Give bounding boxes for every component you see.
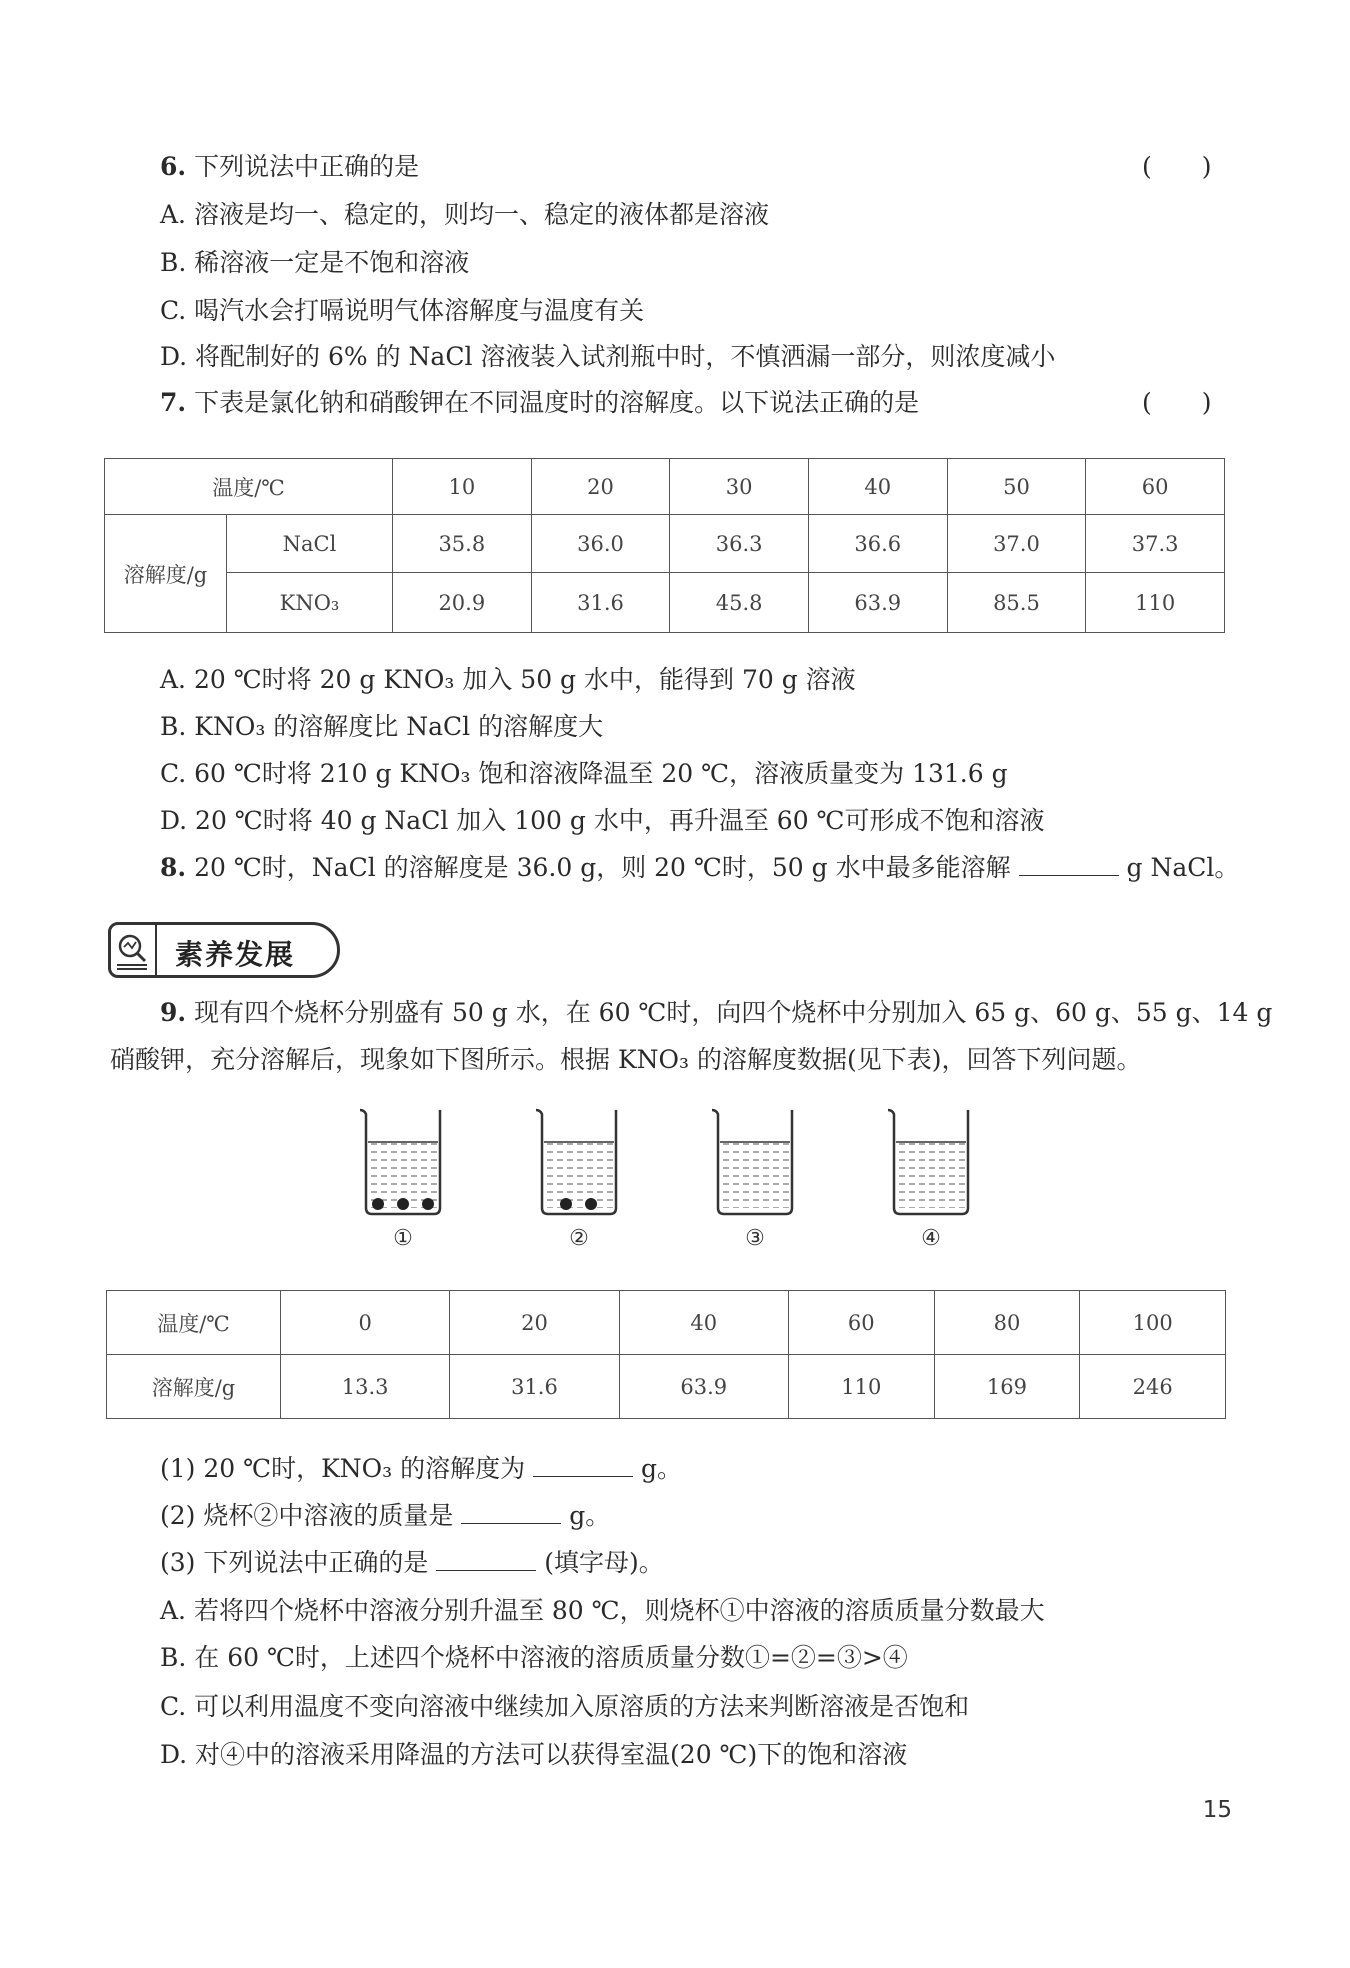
q7-solubility-label: 溶解度/g	[105, 515, 227, 633]
q9-value-cell: 31.6	[450, 1355, 619, 1419]
beaker-2	[536, 1110, 616, 1214]
page-number: 15	[1202, 1797, 1232, 1823]
section-badge	[108, 922, 340, 978]
q7-stem: 下表是氯化钠和硝酸钾在不同温度时的溶解度。以下说法正确的是	[194, 388, 920, 417]
q7-value-cell: 31.6	[531, 573, 670, 633]
q7-temp-cell: 40	[808, 459, 947, 515]
q7-temp-cell: 10	[393, 459, 532, 515]
q9-sub3-text: (3) 下列说法中正确的是	[160, 1548, 429, 1577]
q7-stem-line	[160, 386, 919, 420]
q7-number: 7.	[160, 388, 187, 417]
q9-number: 9.	[160, 998, 187, 1027]
q9-temp-row	[107, 1291, 1226, 1355]
q9-sub2-unit: g。	[569, 1501, 611, 1530]
particle	[422, 1198, 434, 1210]
q7-value-cell: 45.8	[670, 573, 809, 633]
beaker-1-label: ①	[393, 1226, 413, 1251]
beakers-figure	[330, 1100, 990, 1260]
q9-temp-cell: 0	[281, 1291, 450, 1355]
q9-solubility-row	[107, 1355, 1226, 1419]
section-header	[108, 922, 340, 978]
q8-text-after: g NaCl。	[1126, 853, 1240, 882]
q8-number: 8.	[160, 853, 187, 882]
q7-value-cell: 63.9	[808, 573, 947, 633]
q9-value-cell: 63.9	[619, 1355, 788, 1419]
q7-temp-cell: 50	[947, 459, 1086, 515]
q9-sub1-text: (1) 20 ℃时，KNO₃ 的溶解度为	[160, 1454, 526, 1483]
q9-solubility-table	[106, 1290, 1226, 1419]
q7-temp-header: 温度/℃	[105, 459, 393, 515]
beaker-4	[888, 1110, 968, 1214]
q9-text-line2: 硝酸钾，充分溶解后，现象如下图所示。根据 KNO₃ 的溶解度数据(见下表)，回答下列问题。	[110, 1045, 1142, 1074]
q7-value-cell: 20.9	[393, 573, 532, 633]
q9-value-cell: 246	[1080, 1355, 1226, 1419]
q6-option-b: B. 稀溶液一定是不饱和溶液	[160, 248, 470, 277]
q9-temp-header: 温度/℃	[107, 1291, 281, 1355]
q7-value-cell: 36.0	[531, 515, 670, 573]
q6-answer-paren: ( )	[1142, 152, 1212, 181]
q9-sub3	[160, 1546, 664, 1580]
q9-sub3-answer-blank[interactable]	[436, 1548, 536, 1571]
q9-option-d: D. 对④中的溶液采用降温的方法可以获得室温(20 ℃)下的饱和溶液	[160, 1740, 908, 1769]
particle	[397, 1198, 409, 1210]
q9-sub1	[160, 1452, 682, 1486]
q7-option-a: A. 20 ℃时将 20 g KNO₃ 加入 50 g 水中，能得到 70 g 溶液	[160, 665, 856, 694]
q7-value-cell: 110	[1086, 573, 1225, 633]
q8-answer-blank[interactable]	[1019, 853, 1119, 876]
q7-value-cell: 37.3	[1086, 515, 1225, 573]
q9-temp-cell: 80	[934, 1291, 1080, 1355]
q7-nacl-name: NaCl	[227, 515, 393, 573]
q9-sub3-hint: (填字母)。	[544, 1548, 664, 1577]
beaker-3	[712, 1110, 792, 1214]
q7-kno3-name: KNO₃	[227, 573, 393, 633]
particle	[560, 1198, 572, 1210]
q9-solubility-label: 溶解度/g	[107, 1355, 281, 1419]
q9-temp-cell: 60	[788, 1291, 934, 1355]
q9-temp-cell: 40	[619, 1291, 788, 1355]
q9-value-cell: 110	[788, 1355, 934, 1419]
q7-value-cell: 36.3	[670, 515, 809, 573]
q6-stem-line	[160, 150, 419, 184]
q7-solubility-table	[104, 458, 1225, 633]
beaker-3-label: ③	[745, 1226, 765, 1251]
q7-value-cell: 35.8	[393, 515, 532, 573]
q9-option-c: C. 可以利用温度不变向溶液中继续加入原溶质的方法来判断溶液是否饱和	[160, 1692, 970, 1721]
q8-text-before: 20 ℃时，NaCl 的溶解度是 36.0 g，则 20 ℃时，50 g 水中最多能溶解	[194, 853, 1011, 882]
beaker-2-label: ②	[569, 1226, 589, 1251]
q7-value-cell: 36.6	[808, 515, 947, 573]
q7-temp-row	[105, 459, 1225, 515]
q7-option-c: C. 60 ℃时将 210 g KNO₃ 饱和溶液降温至 20 ℃，溶液质量变为 131.6 g	[160, 759, 1008, 788]
beaker-4-label: ④	[921, 1226, 941, 1251]
q6-option-a: A. 溶液是均一、稳定的，则均一、稳定的液体都是溶液	[160, 200, 769, 229]
q9-sub2-answer-blank[interactable]	[461, 1501, 561, 1524]
q9-sub2-text: (2) 烧杯②中溶液的质量是	[160, 1501, 454, 1530]
q7-value-cell: 37.0	[947, 515, 1086, 573]
q7-temp-cell: 30	[670, 459, 809, 515]
particle	[372, 1198, 384, 1210]
magnifier-book-icon	[111, 925, 157, 975]
q9-temp-cell: 20	[450, 1291, 619, 1355]
q9-sub2	[160, 1499, 610, 1533]
q9-sub1-answer-blank[interactable]	[533, 1454, 633, 1477]
q9-value-cell: 13.3	[281, 1355, 450, 1419]
q6-stem: 下列说法中正确的是	[194, 152, 420, 181]
q7-nacl-row	[105, 515, 1225, 573]
q9-value-cell: 169	[934, 1355, 1080, 1419]
particle	[585, 1198, 597, 1210]
q7-option-d: D. 20 ℃时将 40 g NaCl 加入 100 g 水中，再升温至 60 ℃可形成不饱和溶液	[160, 806, 1045, 835]
q7-value-cell: 85.5	[947, 573, 1086, 633]
q7-option-b: B. KNO₃ 的溶解度比 NaCl 的溶解度大	[160, 712, 604, 741]
q9-sub1-unit: g。	[641, 1454, 683, 1483]
q7-temp-cell: 20	[531, 459, 670, 515]
q9-temp-cell: 100	[1080, 1291, 1226, 1355]
q9-option-b: B. 在 60 ℃时，上述四个烧杯中溶液的溶质质量分数①=②=③>④	[160, 1643, 908, 1672]
q7-kno3-row	[105, 573, 1225, 633]
q6-number: 6.	[160, 152, 187, 181]
q9-text-line1: 现有四个烧杯分别盛有 50 g 水，在 60 ℃时，向四个烧杯中分别加入 65 g、60 g、55 g、14 g	[194, 998, 1273, 1027]
section-title: 素养发展	[175, 938, 296, 971]
q7-temp-cell: 60	[1086, 459, 1225, 515]
q9-option-a: A. 若将四个烧杯中溶液分别升温至 80 ℃，则烧杯①中溶液的溶质质量分数最大	[160, 1596, 1045, 1625]
beaker-1	[360, 1110, 440, 1214]
q6-option-d: D. 将配制好的 6% 的 NaCl 溶液装入试剂瓶中时，不慎洒漏一部分，则浓度减小	[160, 342, 1056, 371]
q9-line1	[160, 996, 1272, 1030]
q7-answer-paren: ( )	[1142, 388, 1212, 417]
q8-line	[160, 851, 1239, 885]
q6-option-c: C. 喝汽水会打嗝说明气体溶解度与温度有关	[160, 296, 645, 325]
